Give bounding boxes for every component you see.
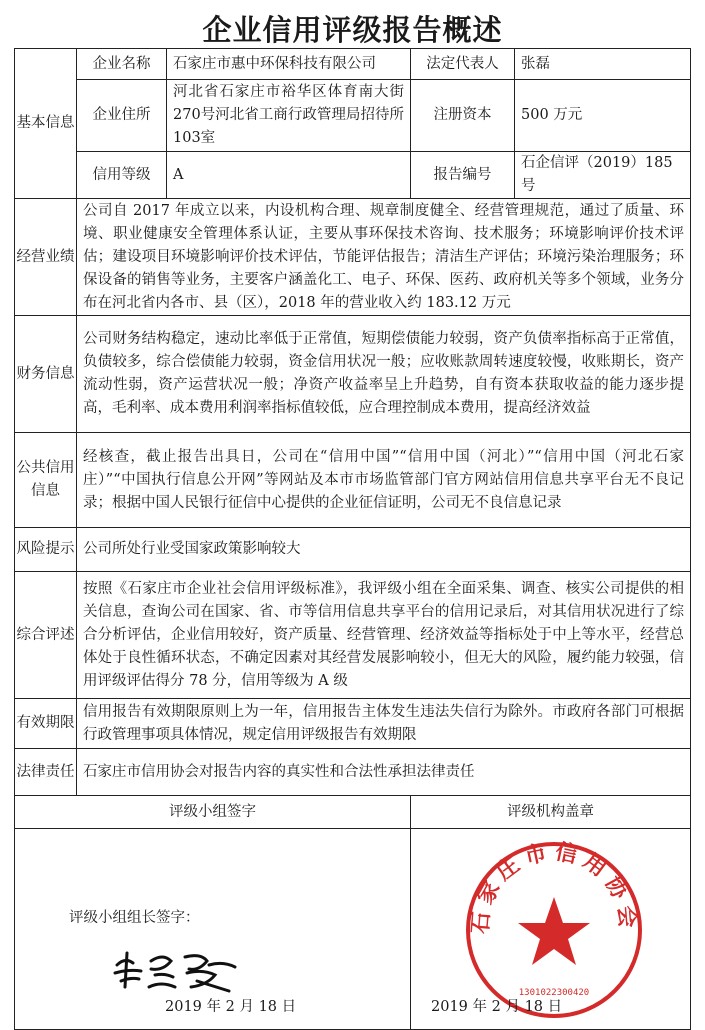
legal-text: 石家庄市信用协会对报告内容的真实性和合法性承担法律责任 xyxy=(77,749,691,796)
report-table xyxy=(14,48,691,1030)
section-summary: 综合评述 xyxy=(15,572,77,699)
legal-rep-label: 法定代表人 xyxy=(411,49,515,80)
section-legal: 法律责任 xyxy=(15,749,77,796)
seal-star-icon xyxy=(518,897,590,965)
validity-text: 信用报告有效期限原则上为一年，信用报告主体发生违法失信行为除外。市政府各部门可根据行政管理事项具体情况，规定信用评级报告有效期限 xyxy=(77,699,691,749)
risk-text: 公司所处行业受国家政策影响较大 xyxy=(77,528,691,572)
grade-label: 信用等级 xyxy=(77,152,167,199)
team-leader-signature-label: 评级小组组长签字： xyxy=(69,910,200,926)
grade-value: A xyxy=(167,152,411,199)
signature-date: 2019 年 2 月 18 日 xyxy=(165,999,297,1015)
seal-date: 2019 年 2 月 18 日 xyxy=(431,999,563,1015)
business-text: 公司自 2017 年成立以来，内设机构合理、规章制度健全、经营管理规范，通过了质量、环境、职业健康安全管理体系认证，主要从事环保技术咨询、技术服务；环境影响评价技术评估；建设项目环境影响评价技术评估，节能评估报告；清洁生产评估；环境污染治理服务；环保设备的销售等业务，主要客户涵盖化工、电子、环保、医药、政府机关等多个领域，业务分布在河北省内各市、县（区），2018 年的营业收入约 183.12 万元 xyxy=(77,199,691,316)
seal-text: 石家庄市信用协会 xyxy=(468,839,640,935)
report-no-label: 报告编号 xyxy=(411,152,515,199)
signature-area xyxy=(15,829,411,1030)
report-title: 企业信用评级报告概述 xyxy=(202,13,503,47)
section-risk: 风险提示 xyxy=(15,528,77,572)
handwritten-signature xyxy=(111,947,241,995)
address-value: 河北省石家庄市裕华区体育南大街270号河北省工商行政管理局招待所103室 xyxy=(167,80,411,152)
summary-text: 按照《石家庄市企业社会信用评级标准》，我评级小组在全面采集、调查、核实公司提供的相关信息，查询公司在国家、省、市等信用信息共享平台的信用记录后，对其信用状况进行了综合分析评估，企业信用较好，资产质量、经营管理、经济效益等指标处于中上等水平，经营总体处于良性循环状态，不确定因素对其经营发展影响较小，但无大的风险，履约能力较强，信用评级评估得分 78 分，信用等级为 A 级 xyxy=(77,572,691,699)
report-no-value: 石企信评（2019）185 号 xyxy=(515,152,691,199)
company-name-label: 企业名称 xyxy=(77,49,167,80)
finance-text: 公司财务结构稳定，速动比率低于正常值，短期偿债能力较弱，资产负债率指标高于正常值，负债较多，综合偿债能力较弱，资金信用状况一般；应收账款周转速度较慢，收账期长，资产流动性弱，资产运营状况一般；净资产收益率呈上升趋势，自有资本获取收益的能力逐步提高，毛利率、成本费用利润率指标值较低，应合理控制成本费用，提高经济效益 xyxy=(77,316,691,433)
rating-agency-seal-header: 评级机构盖章 xyxy=(411,796,691,829)
capital-value: 500 万元 xyxy=(515,80,691,152)
seal-number: 1301022300420 xyxy=(518,988,590,998)
legal-rep-value: 张磊 xyxy=(515,49,691,80)
public-credit-text: 经核查，截止报告出具日，公司在“信用中国”“信用中国（河北）”“信用中国（河北石家庄）”“中国执行信息公开网”等网站及本市市场监管部门官方网站信用信息共享平台无不良记录；根据中国人民银行征信中心提供的企业征信证明，公司无不良信息记录 xyxy=(77,433,691,528)
section-validity: 有效期限 xyxy=(15,699,77,749)
rating-team-signature-header: 评级小组签字 xyxy=(15,796,411,829)
capital-label: 注册资本 xyxy=(411,80,515,152)
section-basic-info: 基本信息 xyxy=(15,49,77,199)
seal-area xyxy=(411,829,691,1030)
address-label: 企业住所 xyxy=(77,80,167,152)
company-name-value: 石家庄市惠中环保科技有限公司 xyxy=(167,49,411,80)
section-business: 经营业绩 xyxy=(15,199,77,316)
section-public-credit: 公共信用信息 xyxy=(15,433,77,528)
section-finance: 财务信息 xyxy=(15,316,77,433)
